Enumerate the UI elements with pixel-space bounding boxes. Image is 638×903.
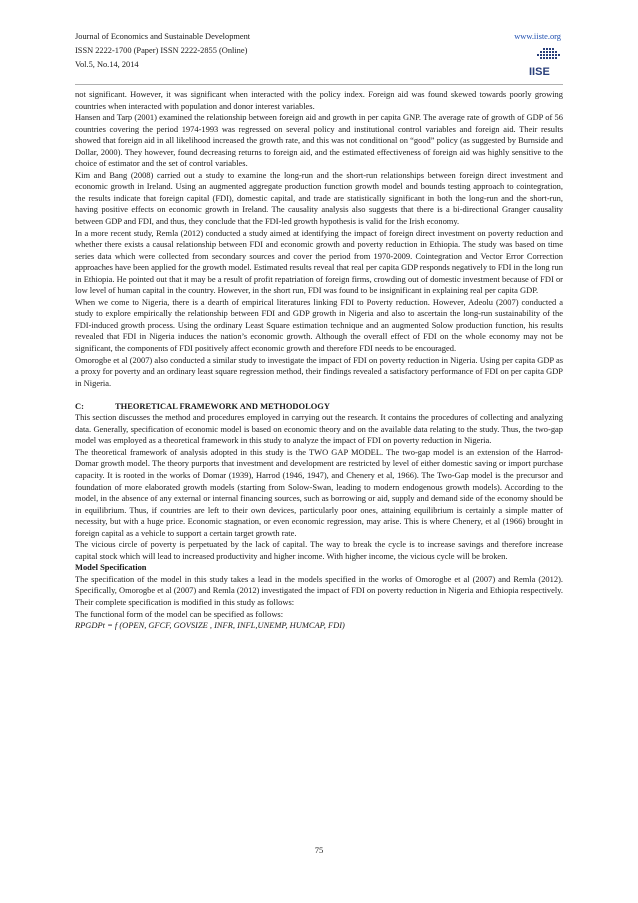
spacer bbox=[75, 389, 563, 401]
paragraph: In a more recent study, Remla (2012) conducted a study aimed at identifying the impact of foreign direct investment on poverty reduction and whether there exists a causal relationship between FDI and economic growth and poverty reduction in Ethiopia. The study was based on time series data which were collected from secondary sources and cover the period from 1970-2009. Cointegration and Vector Error Correction approaches have been applied for the growth model. Estimated results reveal that real per capita GDP responds negatively to FDI in the long run in Ethiopia. He pointed out that it may be a result of profit repatriation of foreign firms, crowding out of domestic investment because of FDI or low level of human capital in the country. However, in the short run, FDI was found to be insignificant in explaining real per capita GDP. bbox=[75, 227, 563, 296]
issn-line: ISSN 2222-1700 (Paper) ISSN 2222-2855 (Online) bbox=[75, 46, 248, 55]
section-title: THEORETICAL FRAMEWORK AND METHODOLOGY bbox=[115, 400, 330, 411]
paragraph: The theoretical framework of analysis adopted in this study is the TWO GAP MODEL. The two-gap model is an extension of the Harrod-Domar growth model. The theory purports that investment and development are restricted by level of either domestic saving or import purchase capacity. It is rooted in the works of Domar (1939), Harrod (1946, 1947), and Chenery et al, 1966). The Two-Gap model is the precursor and foundation of more elaborated growth models (starting from Solow-Swan, leading to modern endogenous growth models). According to the model, in the absence of any external or internal financing sources, such as borrowing or aid, supply and demand side of the economy should be in equilibrium. Thus, if countries are left to their own devices, particularly poor ones, attaining equilibrium is certainly a simple matter of necessity, but with a huge price. Economic stagnation, or even economic regression, may arise. This is where Chenery, et al (1966) brought in foreign capital as a vehicle to support a certain target growth rate. bbox=[75, 446, 563, 538]
journal-title: Journal of Economics and Sustainable Development bbox=[75, 32, 251, 41]
logo-text: IISE bbox=[529, 66, 550, 78]
section-label: C: bbox=[75, 400, 84, 411]
page-number: 75 bbox=[314, 845, 324, 855]
model-equation: RPGDPt = f (OPEN, GFCF, GOVSIZE , INFR, INFL,UNEMP, HUMCAP, FDI) bbox=[75, 620, 345, 631]
paragraph: Omorogbe et al (2007) also conducted a similar study to investigate the impact of FDI on poverty reduction in Nigeria. Using per capita GDP as a proxy for poverty and an ordinary least square regression method, their findings revealed a satisfactory performance of FDI on per capita GDP in Nigeria. bbox=[75, 354, 563, 388]
journal-website-link[interactable]: www.iiste.org bbox=[514, 32, 561, 41]
paragraph: This section discusses the method and procedures employed in carrying out the research. It contains the procedures of collecting and analyzing data. Generally, specification of economic model is based on economic theory and on the available data relating to the study. Thus, the two-gap model was employed as a theoretical framework in this study to analyze the impact of FDI on poverty reduction in Nigeria. bbox=[75, 412, 563, 446]
article-body bbox=[75, 89, 563, 632]
paragraph: Hansen and Tarp (2001) examined the relationship between foreign aid and growth in per capita GNP. The average rate of growth of GDP of 56 countries covering the period 1974-1993 was regressed on several policy and institutional control variables and foreign aid. Their results showed that foreign aid in all likelihood increased the growth rate, and this was not conditional on “good” policy (as suggested by Burnside and Dollar, 2000). They however, found decreasing returns to foreign aid, and the estimated effectiveness of foreign aid was highly sensitive to the choice of estimator and the set of control variables. bbox=[75, 112, 563, 169]
subsection-heading: Model Specification bbox=[75, 562, 147, 573]
iiste-logo-icon bbox=[527, 47, 563, 79]
volume-line: Vol.5, No.14, 2014 bbox=[75, 60, 139, 69]
header-divider bbox=[75, 84, 563, 85]
paragraph: When we come to Nigeria, there is a dearth of empirical literatures linking FDI to Poverty reduction. However, Adeolu (2007) conducted a study to explore empirically the relationship between FDI and GDP growth in Nigeria and also to ascertain the long-run sustainability of the FDI-induced growth process. Using the ordinary Least Square estimation technique and an augmented Solow production function, his results revealed that FDI in Nigeria induces the nation’s economic growth. Although the overall effect of FDI on the whole economy may not be significant, the components of FDI positively affect economic growth and therefore FDI needs to be encouraged. bbox=[75, 296, 563, 354]
paragraph: The specification of the model in this study takes a lead in the models specified in the works of Omorogbe et al (2007) and Remla (2012). Specifically, Omorogbe et al (2007) and Remla (2012) investigated the impact of FDI on poverty reduction in Nigeria and Ethiopia respectively. Their complete specification is modified in this study as follows: bbox=[75, 573, 563, 608]
paragraph: not significant. However, it was significant when interacted with the policy index. Foreign aid was found skewed towards poorly growing countries when interacted with population and donor interest variables. bbox=[75, 89, 563, 111]
paragraph: The functional form of the model can be specified as follows: bbox=[75, 608, 284, 619]
journal-header bbox=[75, 30, 563, 82]
section-heading bbox=[75, 401, 563, 413]
paragraph: Kim and Bang (2008) carried out a study to examine the long-run and the short-run relationships between foreign direct investment and economic growth in Ireland. Using an augmented aggregate production function growth model and bounds testing approach to cointegration, the results indicate that foreign capital (FDI), domestic capital, and trade are statistically significant in both the long-run and the short-run, having positive effects on economic growth in Ireland. The causality analysis also suggests that there is a bi-directional Granger causality between GDP and FDI, and thus, they conclude that the FDI-led growth hypothesis is valid for the Irish economy. bbox=[75, 169, 563, 227]
paragraph: The vicious circle of poverty is perpetuated by the lack of capital. The way to break the cycle is to increase savings and therefore increase capital stock which will lead to increased productivity and higher income. With higher income, the vicious cycle will be broken. bbox=[75, 539, 563, 561]
